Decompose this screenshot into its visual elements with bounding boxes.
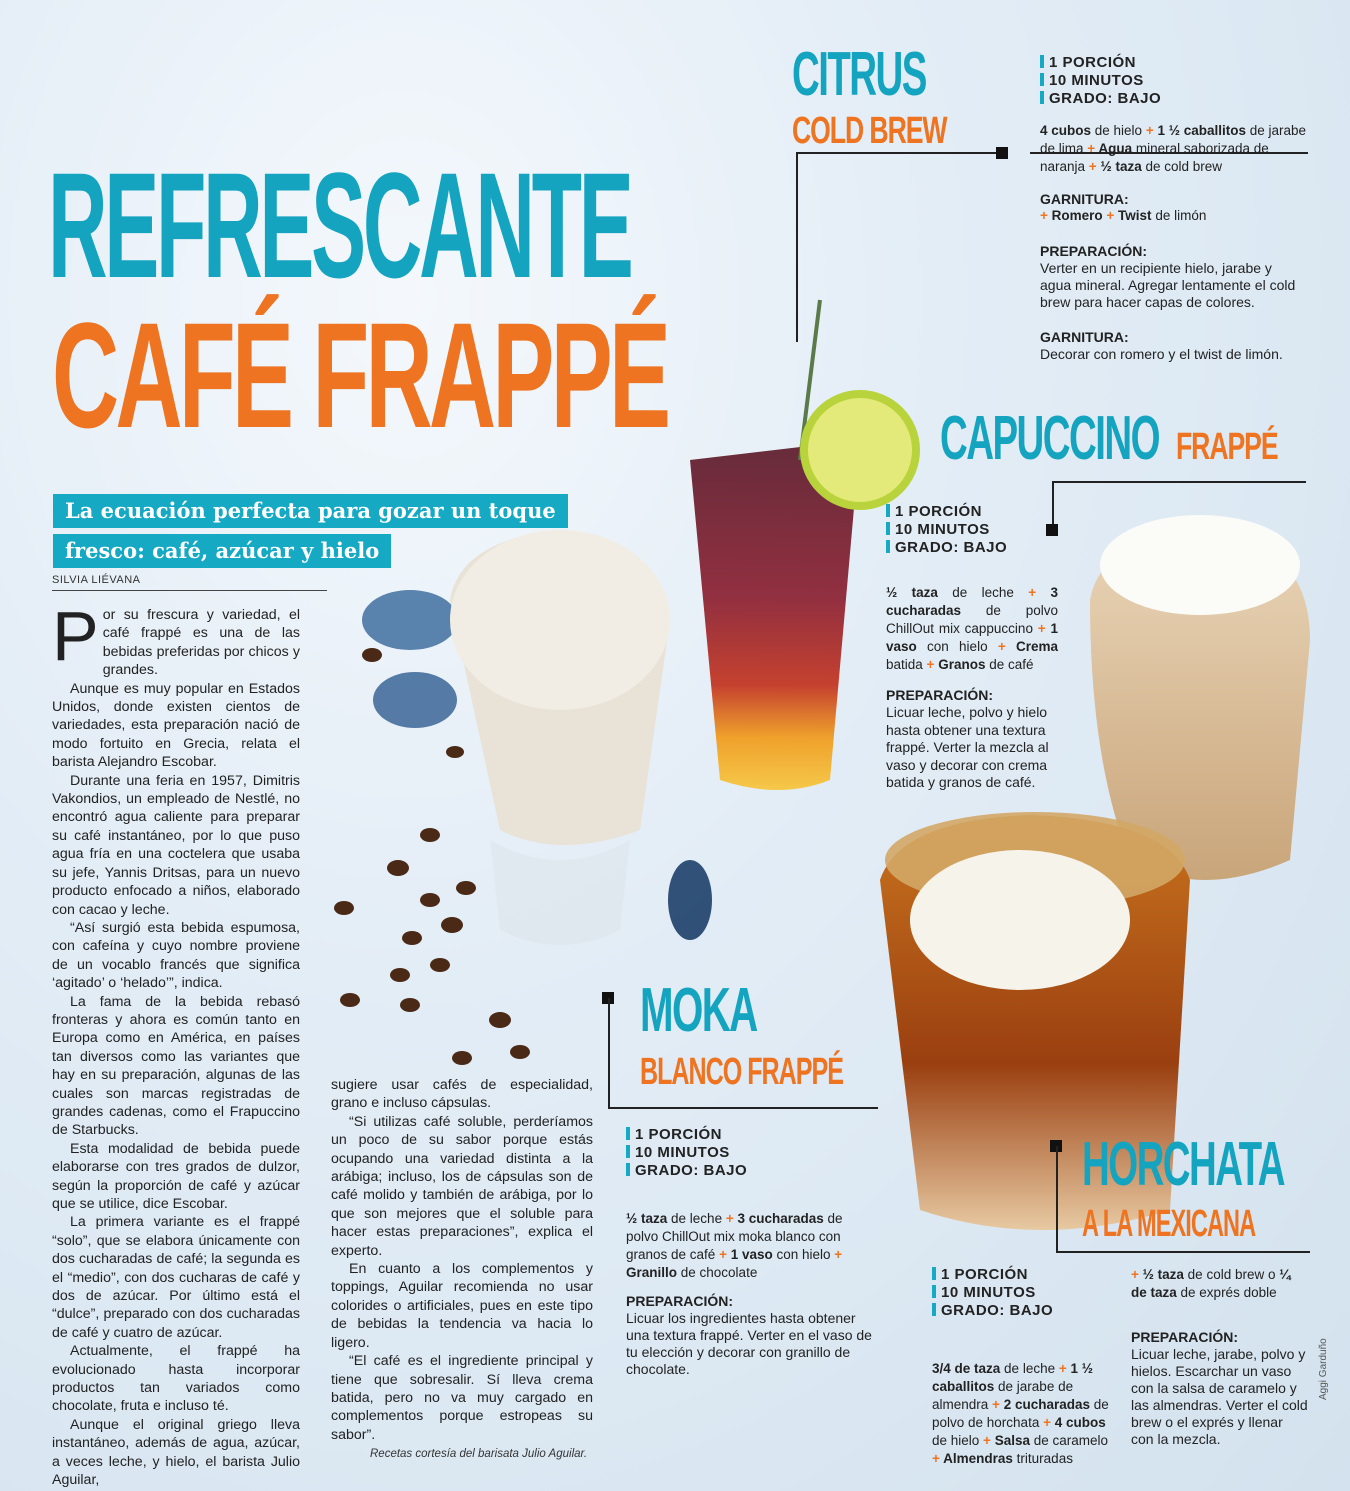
ingredient-term: 3/4 de taza bbox=[932, 1361, 1001, 1376]
connector-marker bbox=[1046, 524, 1058, 536]
plus-icon: + bbox=[992, 1397, 1000, 1412]
ingredient-term: ½ taza bbox=[886, 585, 938, 600]
connector-line bbox=[1056, 1251, 1310, 1253]
article-paragraph: Durante una feria en 1957, Dimitris Vakondios, un empleado de Nestlé, no encontró agua caliente para preparar su café instantáneo, por lo que puso agua fría en una coctelera que usaba su jefe, Yannis Dritsas, para un nuevo producto enfocado a niños, elaborado con cacao y leche. bbox=[52, 772, 300, 918]
citrus-garnish-list: + Romero + Twist de limón bbox=[1040, 208, 1207, 223]
ingredient-term: 4 cubos bbox=[1050, 1415, 1106, 1430]
connector-line bbox=[796, 152, 996, 154]
citrus-prep-header: PREPARACIÓN: bbox=[1040, 243, 1148, 259]
plus-icon: + bbox=[1106, 208, 1115, 223]
horchata-ingredients-b: + ½ taza de cold brew o ¼ de taza de exprés doble bbox=[1131, 1267, 1291, 1300]
horchata-subtitle: A LA MEXICANA bbox=[1082, 1203, 1256, 1245]
ingredient-term: ¼ de taza bbox=[1131, 1267, 1291, 1300]
plus-icon: + bbox=[1058, 1361, 1067, 1376]
connector-marker bbox=[996, 147, 1008, 159]
ingredient-term: Almendras bbox=[939, 1451, 1013, 1466]
article-paragraph: Aunque es muy popular en Estados Unidos, donde existen cientos de variedades, esta preparación nació de modo fortuito en Grecia, relata el barista Alejandro Escobar. bbox=[52, 680, 300, 771]
plus-icon: + bbox=[1088, 159, 1097, 174]
article-paragraph: En cuanto a los complementos y toppings, Aguilar recomienda no usar colorides o artificiales, pues en este tipo de bebidas la tendencia va hacia lo ligero. bbox=[331, 1261, 593, 1351]
ingredient-term: 1 ½ caballitos bbox=[1153, 123, 1246, 138]
ingredient-term: Crema bbox=[1005, 639, 1058, 654]
ingredient-term: ½ taza bbox=[1096, 159, 1142, 174]
plus-icon: + bbox=[1145, 123, 1154, 138]
article-paragraph: Actualmente, el frappé ha evolucionado hasta incorporar productos tan variados como chocolate, fruta e incluso té. bbox=[52, 1343, 300, 1415]
plus-icon: + bbox=[932, 1451, 940, 1466]
article-paragraph: Por su frescura y variedad, el café frappé es una de las bebidas preferidas por chicos y grandes. bbox=[52, 597, 300, 679]
capuccino-prep-header: PREPARACIÓN: bbox=[886, 687, 994, 703]
moka-meta: 1 PORCIÓN 10 MINUTOS GRADO: BAJO bbox=[626, 1126, 747, 1180]
headline-line2: CAFÉ FRAPPÉ bbox=[52, 291, 668, 459]
byline-divider bbox=[52, 590, 327, 591]
moka-title: MOKA bbox=[640, 976, 757, 1045]
article-paragraph: “Así surgió esta bebida espumosa, con cafeína y cuyo nombre proviene de un vocablo francés que significa ‘agitado’ o ‘helado’”, indica. bbox=[52, 919, 300, 992]
citrus-title: CITRUS bbox=[792, 40, 926, 109]
ingredient-term: ½ taza bbox=[626, 1211, 668, 1226]
ingredient-term: 1 vaso bbox=[886, 621, 1059, 654]
article-paragraph: “Si utilizas café soluble, perderíamos un poco de su sabor porque estás ocupando una variedad distinta a la arábiga; incluso, los de cápsulas son de café molido y también de arábiga, por lo que son mejores que el soluble para hacer estas preparaciones”, explica el experto. bbox=[331, 1113, 593, 1259]
plus-icon: + bbox=[983, 1433, 991, 1448]
plus-icon: + bbox=[1040, 208, 1048, 223]
plus-icon: + bbox=[926, 657, 935, 672]
spoon-shape bbox=[362, 590, 458, 650]
plus-icon: + bbox=[1043, 1415, 1051, 1430]
connector-line bbox=[608, 998, 610, 1108]
citrus-garnish2: Decorar con romero y el twist de limón. bbox=[1040, 346, 1283, 362]
ingredient-term: 1 ½ caballitos bbox=[932, 1361, 1094, 1394]
plus-icon: + bbox=[725, 1211, 734, 1226]
capuccino-ingredients: ½ taza de leche + 3 cucharadas de polvo ChillOut mix cappuccino + 1 vaso con hielo + Crema batida + Granos de café bbox=[886, 585, 1059, 672]
connector-line bbox=[608, 1107, 878, 1109]
plus-icon: + bbox=[834, 1247, 843, 1262]
ingredient-term: 4 cubos bbox=[1040, 123, 1092, 138]
horchata-title: HORCHATA bbox=[1082, 1130, 1284, 1199]
citrus-meta: 1 PORCIÓN 10 MINUTOS GRADO: BAJO bbox=[1040, 54, 1161, 108]
connector-line bbox=[1056, 1146, 1058, 1252]
horchata-ingredients-a: 3/4 de taza de leche + 1 ½ caballitos de jarabe de almendra + 2 cucharadas de polvo de horchata + 4 cubos de hielo + Salsa de caramelo + Almendras trituradas bbox=[932, 1361, 1109, 1466]
article-column-2 bbox=[331, 1076, 593, 1444]
citrus-subtitle: COLD BREW bbox=[792, 110, 947, 152]
article-paragraph: La fama de la bebida rebasó fronteras y ahora es común tanto en Europa como en América, en países tan diversos como las variantes que hay en su preparación, algunas de las cuales son marcas registradas de grandes cadenas, como el Frapuccino de Starbucks. bbox=[52, 993, 300, 1139]
ingredient-term: Granos bbox=[934, 657, 986, 672]
ingredient-term: 1 vaso bbox=[726, 1247, 773, 1262]
article-paragraph: Esta modalidad de bebida puede elaborarse con tres grados de dulzor, según la proporción de café y azúcar que se utilice, dice Escobar. bbox=[52, 1140, 300, 1212]
citrus-ingredients: 4 cubos de hielo + 1 ½ caballitos de jarabe de lima + Agua mineral saborizada de naranja + ½ taza de cold brew bbox=[1040, 123, 1307, 174]
ingredient-term: 3 cucharadas bbox=[733, 1211, 824, 1226]
capuccino-title: CAPUCCINO bbox=[940, 404, 1159, 473]
ingredient-term: Romero bbox=[1047, 208, 1107, 223]
subtitle-line2: fresco: café, azúcar y hielo bbox=[53, 534, 391, 568]
moka-prep: Licuar los ingredientes hasta obtener una textura frappé. Verter en el vaso de tu elección y decorar con granillo de chocolate. bbox=[626, 1310, 872, 1377]
ingredient-term: Twist bbox=[1114, 208, 1152, 223]
ingredient-term: Agua bbox=[1095, 141, 1133, 156]
plus-icon: + bbox=[997, 639, 1006, 654]
plus-icon: + bbox=[1131, 1267, 1139, 1282]
moka-ingredients: ½ taza de leche + 3 cucharadas de polvo ChillOut mix moka blanco con granos de café + 1 vaso con hielo + Granillo de chocolate bbox=[626, 1211, 843, 1280]
citrus-garnish2-header: GARNITURA: bbox=[1040, 329, 1129, 345]
horchata-prep-header: PREPARACIÓN: bbox=[1131, 1329, 1239, 1345]
moka-subtitle: BLANCO FRAPPÉ bbox=[640, 1051, 843, 1093]
connector-line bbox=[796, 152, 798, 342]
connector-line bbox=[1052, 481, 1306, 483]
moka-prep-header: PREPARACIÓN: bbox=[626, 1293, 734, 1309]
plus-icon: + bbox=[1028, 585, 1037, 600]
capuccino-prep: Licuar leche, polvo y hielo hasta obtener una textura frappé. Verter la mezcla al vaso y decorar con crema batida y granos de café. bbox=[886, 704, 1049, 790]
citrus-prep: Verter en un recipiente hielo, jarabe y agua mineral. Agregar lentamente el cold brew para hacer capas de colores. bbox=[1040, 260, 1296, 310]
ingredient-term: Granillo bbox=[626, 1265, 678, 1280]
subtitle-line1: La ecuación perfecta para gozar un toque bbox=[53, 494, 568, 528]
plus-icon: + bbox=[1037, 621, 1046, 636]
ingredient-term: Salsa bbox=[990, 1433, 1030, 1448]
ingredient-term: ½ taza bbox=[1138, 1267, 1184, 1282]
headline-line1: REFRESCANTE bbox=[48, 141, 631, 309]
capuccino-meta: 1 PORCIÓN 10 MINUTOS GRADO: BAJO bbox=[886, 503, 1007, 557]
citrus-garnish-header: GARNITURA: bbox=[1040, 191, 1129, 207]
photo-credit: Aggi Garduño bbox=[1318, 1338, 1329, 1400]
drop-cap: P bbox=[52, 597, 99, 675]
connector-line bbox=[1052, 481, 1054, 525]
article-column-1 bbox=[52, 597, 300, 1490]
article-paragraph: Aunque el original griego lleva instantáneo, además de agua, azúcar, a veces leche, y hielo, el barista Julio Aguilar, bbox=[52, 1416, 300, 1489]
article-paragraph: “El café es el ingrediente principal y tiene que sobresalir. Sí lleva crema batida, pero no va muy cargado en complementos porque estropeas su sabor”. bbox=[331, 1353, 593, 1443]
plus-icon: + bbox=[1087, 141, 1096, 156]
horchata-meta: 1 PORCIÓN 10 MINUTOS GRADO: BAJO bbox=[932, 1266, 1053, 1320]
plus-icon: + bbox=[719, 1247, 727, 1262]
article-paragraph: sugiere usar cafés de especialidad, grano e incluso cápsulas. bbox=[331, 1077, 593, 1112]
recipe-credit: Recetas cortesía del barisata Julio Aguilar. bbox=[370, 1448, 588, 1460]
capuccino-subtitle: FRAPPÉ bbox=[1176, 426, 1278, 468]
horchata-prep: Licuar leche, jarabe, polvo y hielos. Escarchar un vaso con la salsa de caramelo y las almendras. Verter el cold brew o el exprés y llenar con la mezcla. bbox=[1131, 1346, 1308, 1447]
byline: SILVIA LIÉVANA bbox=[52, 574, 141, 586]
ingredient-term: 3 cucharadas bbox=[886, 585, 1058, 618]
ingredient-term: 2 cucharadas bbox=[999, 1397, 1090, 1412]
article-paragraph: La primera variante es el frappé “solo”, que se elabora únicamente con dos cucharadas de café; la segunda es el “medio”, con dos cucharas de café y dos de azúcar. Por último está el “dulce”, preparado con dos cucharadas de café y cuatro de azúcar. bbox=[52, 1214, 300, 1341]
